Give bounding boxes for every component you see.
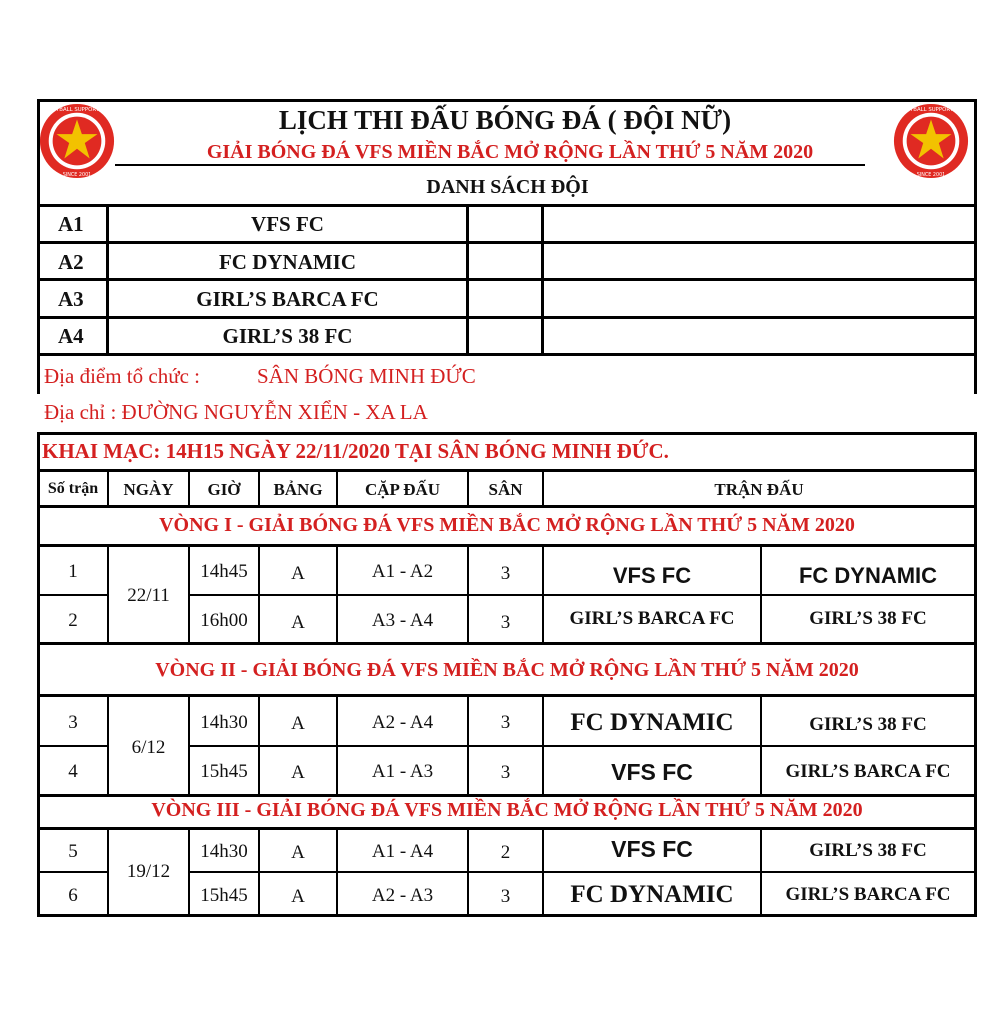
match-time: 14h30 <box>200 712 248 733</box>
match-no: 1 <box>68 561 78 582</box>
round-date: 19/12 <box>126 861 171 882</box>
logo-text-top: FOOTBALL SUPPORTERS <box>44 106 110 113</box>
team-name: VFS FC <box>251 212 324 236</box>
match-pair: A3 - A4 <box>371 610 434 631</box>
home-team: FC DYNAMIC <box>570 881 734 908</box>
home-team: VFS FC <box>612 563 692 588</box>
match-pitch: 3 <box>500 712 511 733</box>
team-code: A1 <box>58 212 84 236</box>
logo-text-bottom: SINCE 2001 <box>62 172 92 179</box>
match-time: 15h45 <box>200 885 248 906</box>
round-date: 6/12 <box>131 737 166 758</box>
match-no: 4 <box>68 761 78 782</box>
match-time: 16h00 <box>200 610 248 631</box>
round-date: 22/11 <box>127 585 170 606</box>
match-pitch: 3 <box>500 762 511 783</box>
col-header-match: TRẬN ĐẤU <box>714 480 804 499</box>
page-subtitle: GIẢI BÓNG ĐÁ VFS MIỀN BẮC MỞ RỘNG LẦN THỨ 5 NĂM 2020 <box>206 141 814 163</box>
match-time: 14h30 <box>200 841 248 862</box>
opening-text: KHAI MẠC: 14H15 NGÀY 22/11/2020 TẠI SÂN BÓNG MINH ĐỨC. <box>42 439 669 463</box>
away-team: GIRL’S 38 FC <box>809 608 927 629</box>
match-pitch: 3 <box>500 563 511 584</box>
venue-label: Địa điểm tổ chức : <box>44 364 201 388</box>
logo-text-top-right: FOOTBALL SUPPORTERS <box>898 106 964 113</box>
away-team: GIRL’S 38 FC <box>809 714 927 735</box>
team-code: A3 <box>58 287 84 311</box>
match-pitch: 3 <box>500 612 511 633</box>
away-team: GIRL’S BARCA FC <box>785 884 951 905</box>
team-name: GIRL’S BARCA FC <box>196 287 379 311</box>
match-pair: A2 - A4 <box>371 712 434 733</box>
round-title: VÒNG II - GIẢI BÓNG ĐÁ VFS MIỀN BẮC MỞ RỘNG LẦN THỨ 5 NĂM 2020 <box>155 659 859 681</box>
venue-value: SÂN BÓNG MINH ĐỨC <box>257 364 476 388</box>
away-team: FC DYNAMIC <box>798 563 938 588</box>
match-no: 3 <box>68 712 78 733</box>
home-team: VFS FC <box>611 836 693 862</box>
away-team: GIRL’S BARCA FC <box>785 761 951 782</box>
logo-text-bottom-right: SINCE 2001 <box>916 172 946 179</box>
match-group: A <box>291 886 305 907</box>
team-name: FC DYNAMIC <box>218 250 357 274</box>
round-title: VÒNG III - GIẢI BÓNG ĐÁ VFS MIỀN BẮC MỞ RỘNG LẦN THỨ 5 NĂM 2020 <box>151 799 863 821</box>
col-header-pitch: SÂN <box>488 480 523 499</box>
match-pitch: 3 <box>500 886 511 907</box>
team-list-heading: DANH SÁCH ĐỘI <box>426 176 589 198</box>
match-pair: A1 - A4 <box>371 841 434 862</box>
match-no: 5 <box>68 841 78 862</box>
match-no: 2 <box>68 610 78 631</box>
match-pair: A2 - A3 <box>371 885 434 906</box>
right-club-logo-icon <box>892 102 970 180</box>
match-pitch: 2 <box>500 842 511 863</box>
match-group: A <box>291 563 305 584</box>
match-no: 6 <box>68 885 78 906</box>
match-pair: A1 - A2 <box>371 561 434 582</box>
col-header-time: GIỜ <box>207 480 241 499</box>
match-group: A <box>291 612 305 633</box>
col-header-pair: CẶP ĐẤU <box>364 480 441 499</box>
round-title: VÒNG I - GIẢI BÓNG ĐÁ VFS MIỀN BẮC MỞ RỘNG LẦN THỨ 5 NĂM 2020 <box>159 514 855 536</box>
home-team: GIRL’S BARCA FC <box>569 608 735 629</box>
match-time: 15h45 <box>200 761 248 782</box>
page-title: LỊCH THI ĐẤU BÓNG ĐÁ ( ĐỘI NỮ) <box>278 105 732 135</box>
match-time: 14h45 <box>200 561 248 582</box>
team-code: A2 <box>58 250 84 274</box>
match-group: A <box>291 842 305 863</box>
col-header-group: BẢNG <box>273 480 323 499</box>
team-name: GIRL’S 38 FC <box>222 324 353 348</box>
match-group: A <box>291 762 305 783</box>
address-text: Địa chỉ : ĐƯỜNG NGUYỄN XIỂN - XA LA <box>44 400 428 424</box>
team-code: A4 <box>58 324 84 348</box>
home-team: FC DYNAMIC <box>570 709 734 736</box>
away-team: GIRL’S 38 FC <box>809 840 927 861</box>
col-header-date: NGÀY <box>123 480 174 499</box>
col-header-match-no: Số trận <box>47 480 99 497</box>
home-team: VFS FC <box>611 759 693 785</box>
match-group: A <box>291 713 305 734</box>
match-pair: A1 - A3 <box>371 761 434 782</box>
left-club-logo-icon <box>38 102 116 180</box>
